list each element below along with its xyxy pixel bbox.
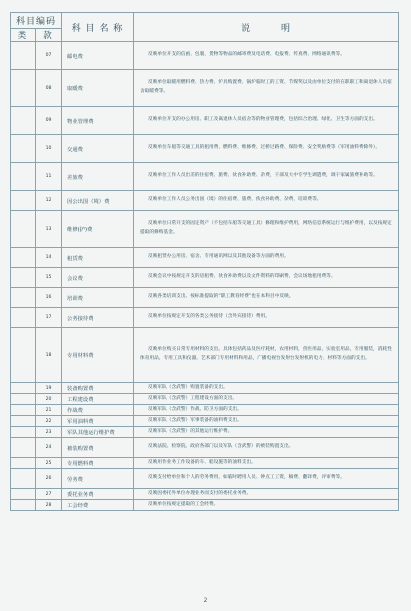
description-text: 反映军队（含武警）工程建设方面的支出。 <box>148 395 238 401</box>
item-code: 09 <box>36 107 62 135</box>
table-row <box>11 469 399 489</box>
table-row <box>11 191 399 211</box>
subject-name: 装备购置费 <box>62 383 134 394</box>
table-row <box>11 328 399 383</box>
table-row <box>11 163 399 191</box>
category-cell <box>11 405 36 416</box>
description-text: 反映军队（含武警）购置装备的支出。 <box>148 384 228 390</box>
item-code: 14 <box>36 248 62 268</box>
category-cell <box>11 211 36 248</box>
table-row <box>11 70 399 107</box>
subject-description <box>134 191 399 211</box>
subject-name: 培训费 <box>62 288 134 308</box>
subject-name: 专用燃料费 <box>62 458 134 469</box>
item-code: 12 <box>36 191 62 211</box>
table-row <box>11 438 399 458</box>
subject-description <box>134 469 399 489</box>
category-cell <box>11 70 36 107</box>
category-cell <box>11 107 36 135</box>
item-code: 11 <box>36 163 62 191</box>
subject-description <box>134 288 399 308</box>
subject-name: 租赁费 <box>62 248 134 268</box>
category-cell <box>11 42 36 70</box>
description-text: 反映因委托外单位办理业务而支付的委托业务费。 <box>148 490 252 496</box>
table-row <box>11 383 399 394</box>
subject-name: 委托业务费 <box>62 489 134 500</box>
item-code: 27 <box>36 489 62 500</box>
item-code: 25 <box>36 458 62 469</box>
category-cell <box>11 163 36 191</box>
table-row <box>11 107 399 135</box>
subject-name: 工会经费 <box>62 500 134 511</box>
table-body <box>11 42 399 511</box>
subject-name: 物业管理费 <box>62 107 134 135</box>
subject-name: 工程建设费 <box>62 394 134 405</box>
subject-description <box>134 268 399 288</box>
item-code: 28 <box>36 500 62 511</box>
subject-description <box>134 405 399 416</box>
category-cell <box>11 469 36 489</box>
table-row <box>11 135 399 163</box>
item-code: 16 <box>36 288 62 308</box>
header-item: 款 <box>36 29 62 42</box>
expense-subject-table <box>10 12 399 511</box>
table-row <box>11 458 399 469</box>
table-row <box>11 405 399 416</box>
category-cell <box>11 416 36 427</box>
header-category: 类 <box>11 29 36 42</box>
item-code: 18 <box>36 328 62 383</box>
category-cell <box>11 500 36 511</box>
subject-name: 会议费 <box>62 268 134 288</box>
description-text: 反映单位开支的信函、包裹、货物等物品的邮寄费及电话费、电报费、传真费、网络通讯费等。 <box>148 52 345 58</box>
description-text: 反映单位工作人员出差的住宿费、旅费、伙食补助费、杂费，干部及大中专学生调遣费，调干家属旅费补助等。 <box>148 173 378 179</box>
category-cell <box>11 383 36 394</box>
subject-name: 维修(护)费 <box>62 211 134 248</box>
table-row <box>11 308 399 328</box>
subject-name: 作战费 <box>62 405 134 416</box>
category-cell <box>11 438 36 458</box>
item-code: 17 <box>36 308 62 328</box>
description-text: 反映会议中按规定开支的房租费、伙食补助费以及文件资料的印刷费、会议场地租用费等。 <box>148 274 336 280</box>
subject-description <box>134 308 399 328</box>
item-code: 21 <box>36 405 62 416</box>
table-row <box>11 427 399 438</box>
subject-name: 因公出国（境）费 <box>62 191 134 211</box>
subject-description <box>134 383 399 394</box>
description-text: 反映单位按规定提取的工会经费。 <box>148 501 219 507</box>
subject-description <box>134 211 399 248</box>
subject-description <box>134 394 399 405</box>
table-row <box>11 268 399 288</box>
subject-description <box>134 458 399 469</box>
table-row <box>11 394 399 405</box>
subject-name: 劳务费 <box>62 469 134 489</box>
table-row <box>11 416 399 427</box>
category-cell <box>11 268 36 288</box>
description-text: 反映各类培训支出。按标准提取的“职工教育经费”也在本科目中反映。 <box>148 294 294 300</box>
subject-description <box>134 489 399 500</box>
item-code: 26 <box>36 469 62 489</box>
item-code: 23 <box>36 427 62 438</box>
description-text: 反映单位开支的办公用房、职工及离退休人员宿舍等的物业管理费，包括综合治理、绿化、卫生等方面的支出。 <box>148 117 378 123</box>
description-text: 反映军队（含武警）的其他运行维护费。 <box>148 428 233 434</box>
item-code: 07 <box>36 42 62 70</box>
item-code: 19 <box>36 383 62 394</box>
subject-name: 专用材料费 <box>62 328 134 383</box>
category-cell <box>11 288 36 308</box>
item-code: 20 <box>36 394 62 405</box>
page-number: 2 <box>203 597 208 604</box>
subject-name: 差旅费 <box>62 163 134 191</box>
subject-name: 取暖费 <box>62 70 134 107</box>
subject-description <box>134 427 399 438</box>
subject-description <box>134 70 399 107</box>
subject-name: 被装购置费 <box>62 438 134 458</box>
description-text: 反映军队（含武警）作战、防卫方面的支出。 <box>148 406 242 412</box>
category-cell <box>11 328 36 383</box>
table-row <box>11 42 399 70</box>
category-cell <box>11 394 36 405</box>
subject-name: 公务接待费 <box>62 308 134 328</box>
subject-description <box>134 438 399 458</box>
description-text: 反映单位工作人员公务出国（境）的住宿费、旅费、伙食补助费、杂费、培训费等。 <box>148 197 322 203</box>
description-text: 反映单位取暖用燃料费、热力费、炉具购置费、锅炉临时工的工资、节煤奖以及由单位支付的在职职工和离退休人员宿舍取暖费等。 <box>140 80 392 94</box>
table-row <box>11 211 399 248</box>
description-text: 反映租赁办公用房、宿舍、专用通讯网以及其他设备等方面的费用。 <box>148 254 289 260</box>
category-cell <box>11 427 36 438</box>
item-code: 08 <box>36 70 62 107</box>
description-text: 反映单位按规定开支的各类公务接待（含外宾接待）费用。 <box>148 314 270 320</box>
description-text: 反映用作业务工作设备的车、船设施等的油料支出。 <box>148 459 256 465</box>
subject-description <box>134 163 399 191</box>
item-code: 24 <box>36 438 62 458</box>
header-subject-code: 科目编码 <box>11 13 62 29</box>
item-code: 10 <box>36 135 62 163</box>
subject-description <box>134 248 399 268</box>
description-text: 反映单位车船等交通工具的租用费、燃料费、维修费、过桥过路费、保险费、安全奖励费等（军用油料费除外）。 <box>148 145 381 151</box>
subject-description <box>134 416 399 427</box>
category-cell <box>11 489 36 500</box>
table-row <box>11 288 399 308</box>
table-row <box>11 489 399 500</box>
table-row <box>11 500 399 511</box>
subject-description <box>134 42 399 70</box>
description-text: 反映法院、检察院、政府各部门以及军队（含武警）的被装购置支出。 <box>148 444 294 450</box>
category-cell <box>11 191 36 211</box>
subject-name: 交通费 <box>62 135 134 163</box>
subject-name: 军用油料费 <box>62 416 134 427</box>
subject-name: 军队其他运行维护费 <box>62 427 134 438</box>
description-text: 反映单位日常开支的固定资产（不包括车船等交通工具）修理和维护费用，网络信息系统运行与维护费用，以及按规定提取的修购基金。 <box>140 221 392 235</box>
description-text: 反映单位购买日常专用材料的支出。具体包括药品及医疗耗材，农用材料，兽医用品，实验室用品，专用服装，消耗性体育用品，专用工具和仪器，艺术部门专用材料和用品，广播电视台发射台发射机的电力、材料等方面的支出。 <box>140 347 392 361</box>
description-text: 反映军队（含武警）军事装备的油料费支出。 <box>148 417 242 423</box>
item-code: 15 <box>36 268 62 288</box>
table-row <box>11 248 399 268</box>
category-cell <box>11 458 36 469</box>
item-code: 13 <box>36 211 62 248</box>
header-description: 说 明 <box>134 13 399 42</box>
subject-description <box>134 107 399 135</box>
description-text: 反映支付给单位和个人的劳务费用，如临时聘用人员、钟点工工资，稿费、翻译费，评审费等。 <box>148 475 345 481</box>
category-cell <box>11 135 36 163</box>
header-subject-name: 科 目 名 称 <box>62 13 134 42</box>
subject-name: 邮电费 <box>62 42 134 70</box>
subject-description <box>134 135 399 163</box>
category-cell <box>11 248 36 268</box>
item-code: 22 <box>36 416 62 427</box>
subject-description <box>134 500 399 511</box>
subject-description <box>134 328 399 383</box>
category-cell <box>11 308 36 328</box>
